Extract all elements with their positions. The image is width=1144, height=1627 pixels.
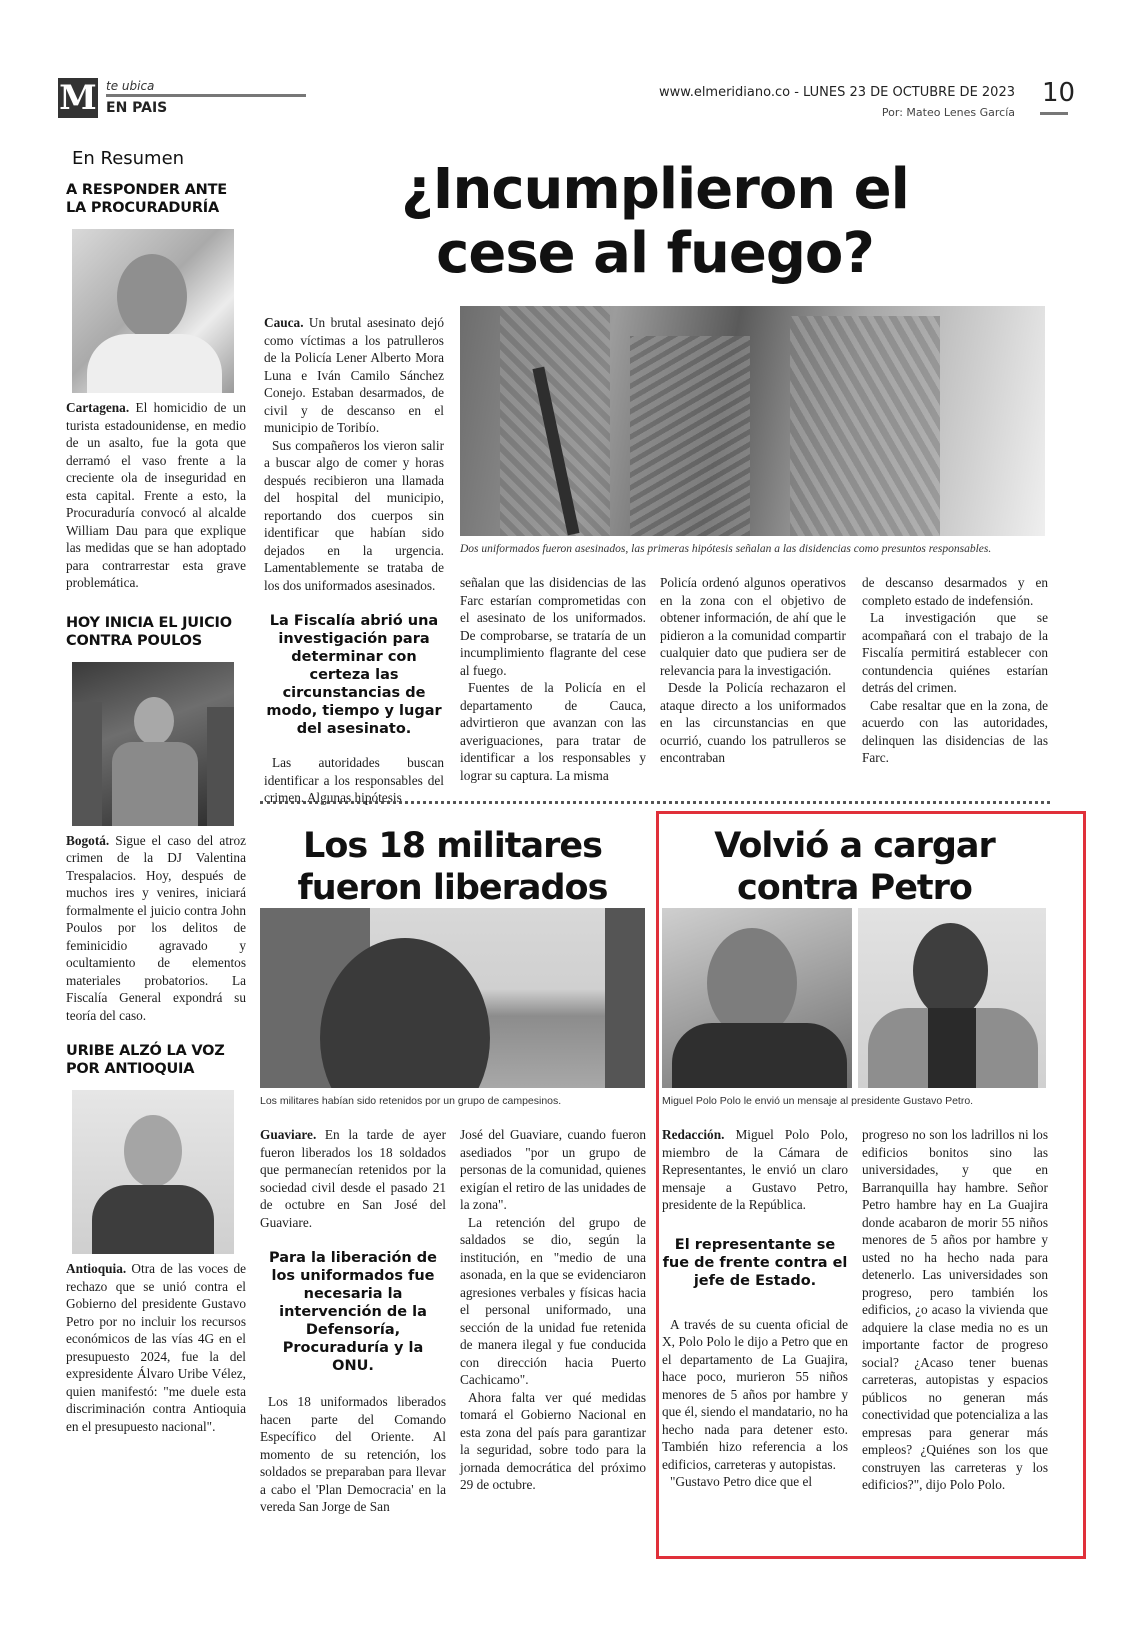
dateline: Cauca. bbox=[264, 315, 304, 330]
article2-column-2: José del Guaviare, cuando fueron asediados "por un grupo de personas de la comunidad, quienes exigían el retiro de las unidades de la zona". La retención del grupo de saldados se dio, según la institución, en "medio de una asonada, en la que se evidenciaron agresiones verbales y físicas hacia el personal uniformado, una sección de la unidad fue retenida de manera ilegal y fue conducida con dirección hacia Puerto Cachicamo". Ahora falta ver qué medidas tomará el Gobierno Nacional en esta zona del país para garantizar la seguridad, sobre todo para la jornada democrática del próximo 29 de octubre. bbox=[460, 1127, 646, 1492]
page-number: 10 bbox=[1042, 78, 1076, 108]
article3-photo-petro bbox=[662, 908, 852, 1088]
article3-column-2: progreso no son los ladrillos ni los edificios bonitos sino las universidades, y que en Barranquilla hay hambre. Señor Petro hambre hay en La Guajira donde acabaron de morir 55 niños menores de 5 años por hambre y usted no ha hecho nada para detenerlo. Las universidades son progreso, pero también los edificios, ¿o acaso la vivienda que adquiere la clase media no es un importante factor de progreso social? ¿Acaso tener buenas carreteras, autopistas y espacios públicos no generan más conectividad que potencializa a las empresas para generar más empleos? ¿Quiénes son los que construyen las carreteras y los edificios?", dijo Polo Polo. bbox=[862, 1127, 1048, 1492]
pull-quote: La Fiscalía abrió una investigación para determinar con certeza las circunstancias de modo, tiempo y lugar del asesinato. bbox=[266, 613, 442, 737]
article1-caption: Dos uniformados fueron asesinados, las primeras hipótesis señalan a las disidencias como presuntos responsables. bbox=[460, 543, 992, 555]
article1-photo-soldiers bbox=[460, 306, 1045, 536]
sidebar-item-text: Otra de las voces de rechazo que se unió contra el Gobierno del presidente Gustavo Petro por no incluir los recursos económicos de las vías 4G en el presupuesto 2024, fue la del expresidente Álvaro Uribe Vélez, quien manifestó: "me duele esta discriminación contra Antioquia en el presupuesto nacional". bbox=[66, 1261, 246, 1434]
article1-column-4: de descanso desarmados y en completo estado de indefensión. La investigación que se acompañará con el trabajo de la Fiscalía permitirá establecer con contundencia quiénes estarían detrás del crimen. Cabe resaltar que en la zona, de acuerdo con las autoridades, delinquen las disidencias de las Farc. bbox=[862, 575, 1048, 765]
section-kicker: te ubica bbox=[106, 79, 155, 93]
article3-caption: Miguel Polo Polo le envió un mensaje al presidente Gustavo Petro. bbox=[662, 1095, 974, 1107]
dateline: Redacción. bbox=[662, 1127, 725, 1142]
byline: Por: Mateo Lenes García bbox=[881, 106, 1015, 119]
sidebar-item-lead: Antioquia. bbox=[66, 1261, 127, 1276]
section-name: EN PAIS bbox=[106, 100, 168, 116]
pull-quote: El representante se fue de frente contra el jefe de Estado. bbox=[662, 1236, 848, 1289]
page-number-rule bbox=[1040, 112, 1068, 115]
article3-photo-polo-polo bbox=[858, 908, 1046, 1088]
headline-line: cese al fuego? bbox=[436, 221, 874, 286]
headline-line: fueron liberados bbox=[297, 868, 608, 908]
sidebar-item bbox=[66, 614, 246, 1025]
sidebar-item-heading: HOY INICIA EL JUICIO CONTRA POULOS bbox=[66, 614, 232, 649]
sidebar-photo-official bbox=[72, 229, 234, 393]
sidebar-item-heading: A RESPONDER ANTE LA PROCURADURÍA bbox=[66, 182, 227, 216]
site-date: www.elmeridiano.co - LUNES 23 DE OCTUBRE DE 2023 bbox=[658, 85, 1015, 100]
article2-caption: Los militares habían sido retenidos por un grupo de campesinos. bbox=[260, 1095, 562, 1107]
article2-photo-helicopter bbox=[260, 908, 645, 1088]
sidebar-item-heading: URIBE ALZÓ LA VOZ POR ANTIOQUIA bbox=[66, 1043, 225, 1077]
article1-headline bbox=[260, 158, 1050, 286]
masthead bbox=[0, 0, 1144, 130]
headline-line: ¿Incumplieron el bbox=[401, 157, 909, 222]
headline-line: Volvió a cargar bbox=[714, 826, 995, 866]
sidebar-item bbox=[66, 181, 246, 592]
sidebar-photo-arrest bbox=[72, 662, 234, 826]
sidebar-title: En Resumen bbox=[72, 148, 185, 169]
sidebar-item-lead: Cartagena. bbox=[66, 400, 130, 415]
article1-column-1: Cauca. Un brutal asesinato dejó como víctimas a los patrulleros de la Policía Lener Alberto Mora Luna e Iván Camilo Sánchez Conejo. Estaban desarmados, de civil y de descanso en el municipio de Toribío. Sus compañeros los vieron salir a buscar algo de comer y horas después recibieron una llamada del hospital del municipio, reportando dos cuerpos sin identificar que habían sido dejados en la urgencia. Lamentablemente se trataba de los dos uniformados asesinados. La Fiscalía abrió una investigación para determinar con certeza las circunstancias de modo, tiempo y lugar del asesinato. Las autoridades buscan identificar a los responsables del crimen. Algunas hipótesis bbox=[264, 315, 444, 805]
article1-column-3: Policía ordenó algunos operativos en la zona con el objetivo de obtener información, de ahí que le pidieron a la comunidad compartir cualquier dato que pudiera ser de relevancia para la investigación. Desde la Policía rechazaron el ataque directo a los uniformados en las circunstancias en que ocurrió, cuando los patrulleros se encontraban bbox=[660, 575, 846, 765]
sidebar-item-lead: Bogotá. bbox=[66, 832, 110, 848]
headline-line: contra Petro bbox=[737, 868, 972, 908]
dateline: Guaviare. bbox=[260, 1127, 317, 1142]
article1-column-2: señalan que las disidencias de las Farc estarían comprometidas con el asesinato de los uniformados. De comprobarse, se trataría de un incumplimiento flagrante del cese al fuego. Fuentes de la Policía en el departamento de Cauca, advirtieron que avanzan con las averiguaciones, para tratar de identificar a los responsables y lograr su captura. La misma bbox=[460, 575, 646, 783]
sidebar-item-text: El homicidio de un turista estadounidense, en medio de un asalto, fue la gota que derramó el vaso frente a la creciente ola de inseguridad en esta capital. Frente a esto, la Procuraduría convocó al alcalde William Dau para que explique las medidas que se han adoptado para contrarrestar esta grave problemática. bbox=[66, 400, 246, 590]
section-rule bbox=[106, 94, 306, 97]
sidebar-item-text: Sigue el caso del atroz crimen de la DJ Valentina Trespalacios. Hoy, después de muchos ires y venires, iniciará formalmente el juicio contra John Poulos por los delitos de feminicidio agravado y ocultamiento de elementos materiales probatorios. La Fiscalía General expondrá su teoría del caso. bbox=[66, 832, 246, 1023]
article3-headline bbox=[662, 825, 1047, 909]
sidebar-item bbox=[66, 1042, 246, 1435]
sidebar-photo-uribe bbox=[72, 1090, 234, 1254]
section-divider bbox=[260, 801, 1050, 804]
sidebar bbox=[66, 148, 246, 1435]
headline-line: Los 18 militares bbox=[303, 826, 602, 866]
pull-quote: Para la liberación de los uniformados fue necesaria la intervención de la Defensoría, Procuraduría y la ONU. bbox=[268, 1250, 437, 1374]
article3-column-1: Redacción. Miguel Polo Polo, miembro de la Cámara de Representantes, le envió un claro mensaje a Gustavo Petro, presidente de la República. El representante se fue de frente contra el jefe de Estado. A través de su cuenta oficial de X, Polo Polo le dijo a Petro que en el departamento de La Guajira, hace poco, murieron 55 niños menores de 5 años por hambre y que él, siendo el mandatario, no ha hecho nada para detener esto. También hizo referencia a los edificios, carreteras y autopistas. "Gustavo Petro dice que el bbox=[662, 1127, 848, 1489]
article2-column-1: Guaviare. En la tarde de ayer fueron liberados los 18 soldados que permanecían retenidos por la sociedad civil desde el pasado 21 de octubre en San José del Guaviare. Para la liberación de los uniformados fue necesaria la intervención de la Defensoría, Procuraduría y la ONU. Los 18 uniformados liberados hacen parte del Comando Específico del Oriente. Al momento de su retención, los soldados se preparaban para llevar a cabo el 'Plan Democracia' en la vereda San Jorge de San bbox=[260, 1127, 446, 1514]
logo: M bbox=[59, 78, 97, 118]
article2-headline bbox=[260, 825, 645, 909]
